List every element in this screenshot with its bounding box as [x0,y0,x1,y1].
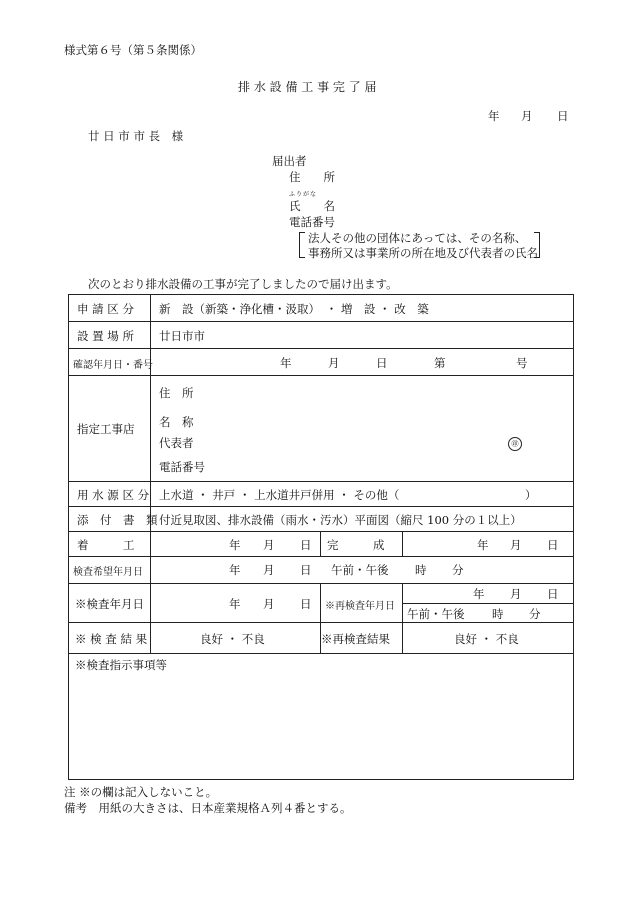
application-type-label: 申 請 区 分 [77,302,134,316]
reinspection-year[interactable]: 年 [473,587,485,601]
document-title: 排 水 設 備 工 事 完 了 届 [238,80,377,94]
seal-icon [508,435,522,451]
completion-month[interactable]: 月 [510,538,522,552]
confirmation-go[interactable]: 号 [516,356,528,370]
reinspection-minute[interactable]: 分 [529,607,541,621]
inspection-date-label: ※検査年月日 [75,597,144,611]
corporate-note-line2: 事務所又は事業所の所在地及び代表者の氏名 [308,246,538,260]
inspection-year[interactable]: 年 [229,597,241,611]
water-source-options[interactable]: 上水道 ・ 井戸 ・ 上水道井戸併用 ・ その他（ [159,488,400,502]
confirmation-month[interactable]: 月 [328,356,340,370]
applicant-heading: 届出者 [272,154,307,168]
desired-inspection-minute[interactable]: 分 [452,563,464,577]
application-type-options[interactable]: 新 設（新築・浄化槽・汲取） ・ 増 設 ・ 改 築 [159,302,429,316]
addressee: 廿 日 市 市 長 様 [88,129,184,143]
attachments-label: 添 付 書 類 [77,513,158,527]
completion-label: 完 成 [327,538,385,552]
date-day: 日 [557,109,569,123]
location-value[interactable]: 廿日市市 [159,329,205,343]
footer-note: 注 ※の欄は記入しないこと。 [64,785,218,799]
desired-inspection-hour[interactable]: 時 [415,563,427,577]
left-bracket [299,232,305,258]
desired-inspection-ampm[interactable]: 午前・午後 [331,563,389,577]
result-label: ※ 検 査 結 果 [75,632,148,646]
water-source-label: 用 水 源 区 分 [77,488,150,502]
location-label: 設 置 場 所 [77,329,134,343]
instructions-area[interactable] [75,675,565,771]
start-day[interactable]: 日 [300,538,312,552]
start-year[interactable]: 年 [229,538,241,552]
corporate-note-line1: 法人その他の団体にあっては、その名称、 [308,231,527,245]
start-label: 着 工 [77,538,135,552]
intro-text: 次のとおり排水設備の工事が完了しましたので届け出ます。 [88,277,398,291]
desired-inspection-day[interactable]: 日 [300,563,312,577]
date-month: 月 [521,109,533,123]
desired-inspection-month[interactable]: 月 [263,563,275,577]
applicant-address-label: 住 所 [289,170,335,184]
date-year: 年 [488,109,500,123]
applicant-name-label: 氏 名 [289,199,335,213]
contractor-name-label[interactable]: 名 称 [159,415,194,429]
contractor-representative-label[interactable]: 代表者 [159,436,194,450]
inspection-month[interactable]: 月 [263,597,275,611]
completion-year[interactable]: 年 [477,538,489,552]
reinspection-day[interactable]: 日 [547,587,559,601]
footer-remark: 備考 用紙の大きさは、日本産業規格Ａ列４番とする。 [64,801,352,815]
applicant-phone-label: 電話番号 [289,215,335,229]
attachments-value: 付近見取図、排水設備（雨水・汚水）平面図（縮尺 100 分の１以上） [159,513,522,527]
reinspection-date-label: ※再検査年月日 [325,601,395,612]
confirmation-year[interactable]: 年 [280,356,292,370]
form-number: 様式第６号（第５条関係） [64,43,202,57]
inspection-day[interactable]: 日 [300,597,312,611]
contractor-phone-label[interactable]: 電話番号 [159,460,205,474]
reinspection-ampm[interactable]: 午前・午後 [407,607,465,621]
reinspection-month[interactable]: 月 [510,587,522,601]
confirmation-dai[interactable]: 第 [434,356,446,370]
furigana-label: ふりがな [289,191,318,198]
desired-inspection-label: 検査希望年月日 [73,567,143,578]
reinspection-result-value[interactable]: 良好 ・ 不良 [454,632,519,646]
application-table [68,294,574,780]
water-source-close: ） [525,488,537,502]
desired-inspection-year[interactable]: 年 [229,563,241,577]
confirmation-label: 確認年月日・番号 [73,360,153,371]
reinspection-hour[interactable]: 時 [492,607,504,621]
contractor-label: 指定工事店 [77,422,135,436]
seal-mark: ㊞ [508,437,522,451]
instructions-label: ※検査指示事項等 [75,658,167,672]
contractor-address-label[interactable]: 住 所 [159,386,194,400]
start-month[interactable]: 月 [263,538,275,552]
confirmation-day[interactable]: 日 [376,356,388,370]
right-bracket [534,232,540,258]
reinspection-result-label: ※再検査結果 [321,632,390,646]
completion-day[interactable]: 日 [547,538,559,552]
result-value[interactable]: 良好 ・ 不良 [200,632,265,646]
